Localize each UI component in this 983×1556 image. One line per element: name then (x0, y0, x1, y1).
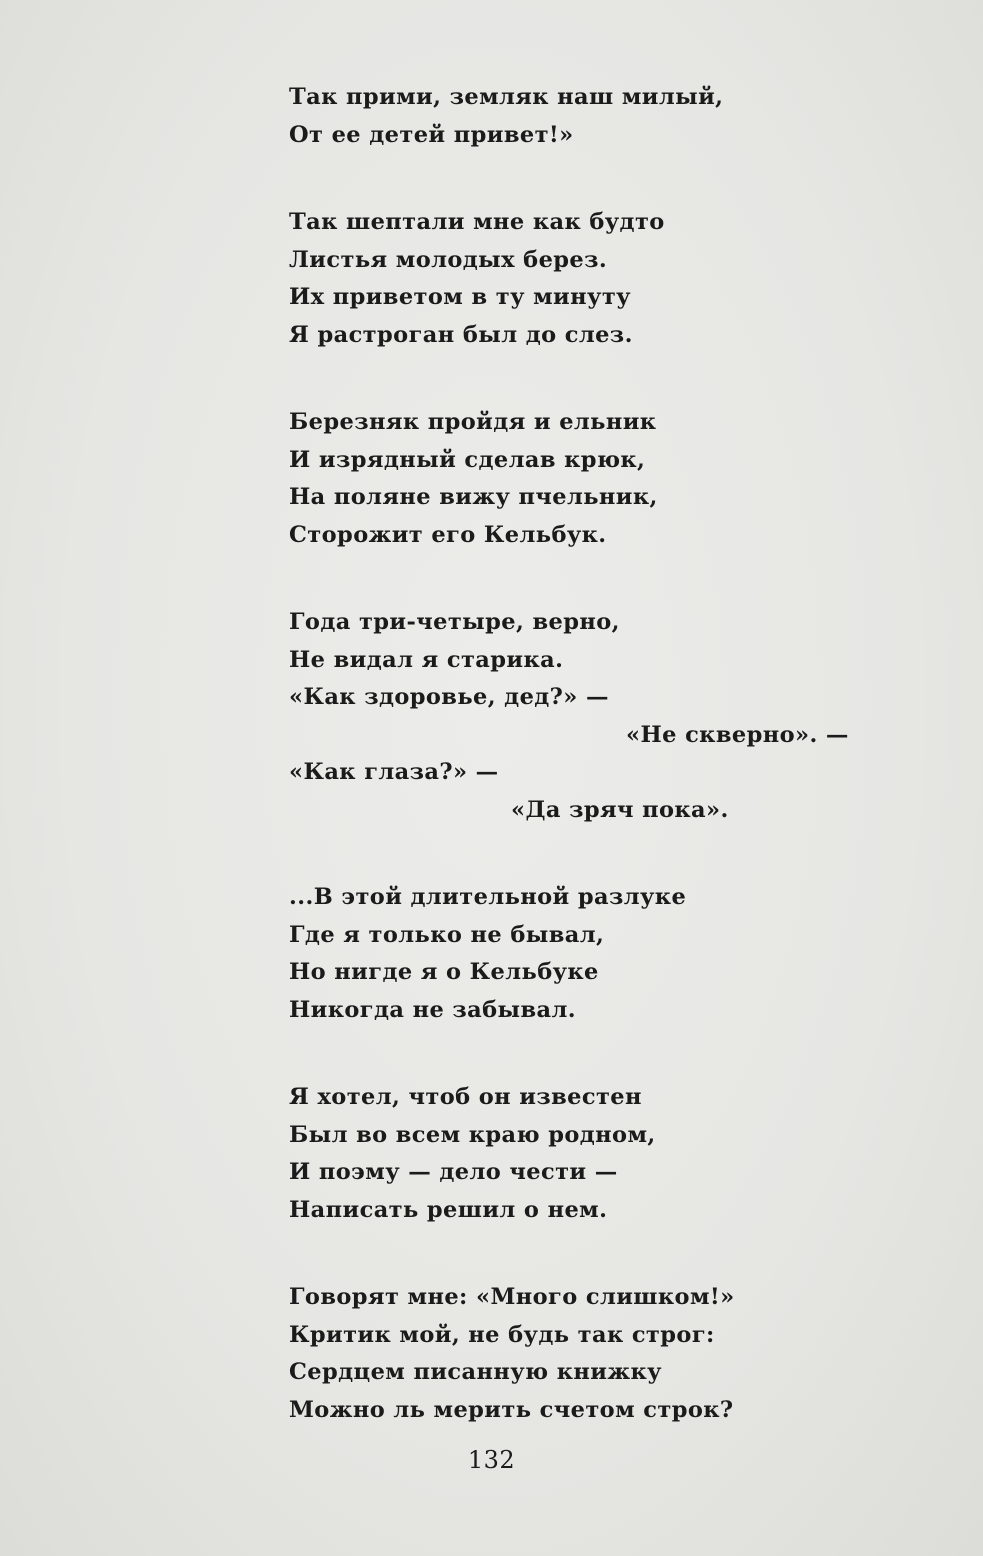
poem-line: Года три-четыре, верно, (289, 609, 620, 635)
poem-text (289, 79, 889, 1479)
poem-line: Был во всем краю родном, (289, 1121, 656, 1148)
poem-line: На поляне вижу пчельник, (289, 484, 658, 510)
poem-line: Говорят мне: «Много слишком!» (289, 1284, 735, 1310)
poem-line: Сторожит его Кельбук. (289, 521, 607, 548)
stanza-3 (289, 404, 889, 554)
poem-line: Их приветом в ту минуту (289, 284, 631, 310)
poem-line: Где я только не бывал, (289, 921, 605, 948)
stanza-7 (289, 1279, 889, 1429)
poem-line: ...В этой длительной разлуке (289, 884, 687, 910)
poem-line: Но нигде я о Кельбуке (289, 959, 599, 985)
poem-line: Березняк пройдя и ельник (289, 409, 657, 435)
poem-line: И изрядный сделав крюк, (289, 446, 646, 473)
poem-line: Я растроган был до слез. (289, 321, 633, 348)
poem-line: Написать решил о нем. (289, 1196, 608, 1223)
stanza-5 (289, 879, 889, 1029)
poem-line: «Как глаза?» — (289, 759, 499, 785)
poem-line: Так прими, земляк наш милый, (289, 84, 724, 110)
poem-line: Критик мой, не будь так строг: (289, 1321, 715, 1348)
stanza-2 (289, 204, 889, 354)
poem-line: Можно ль мерить счетом строк? (289, 1396, 734, 1423)
page-number: 132 (467, 1446, 516, 1474)
stanza-6 (289, 1079, 889, 1229)
poem-line: Никогда не забывал. (289, 996, 577, 1023)
stanza-1 (289, 79, 889, 154)
poem-line-indented: «Да зряч пока». (511, 796, 729, 823)
poem-line: Не видал я старика. (289, 646, 564, 673)
poem-line: Сердцем писанную книжку (289, 1359, 662, 1385)
poem-line: От ее детей привет!» (289, 121, 574, 148)
poem-line: И поэму — дело чести — (289, 1159, 618, 1185)
poem-line: Так шептали мне как будто (289, 209, 665, 235)
stanza-4 (289, 604, 889, 829)
poem-line: Я хотел, чтоб он известен (289, 1084, 642, 1110)
poem-line-indented: «Не скверно». — (626, 721, 849, 748)
poem-line: Листья молодых берез. (289, 246, 608, 273)
poem-line: «Как здоровье, дед?» — (289, 684, 609, 710)
